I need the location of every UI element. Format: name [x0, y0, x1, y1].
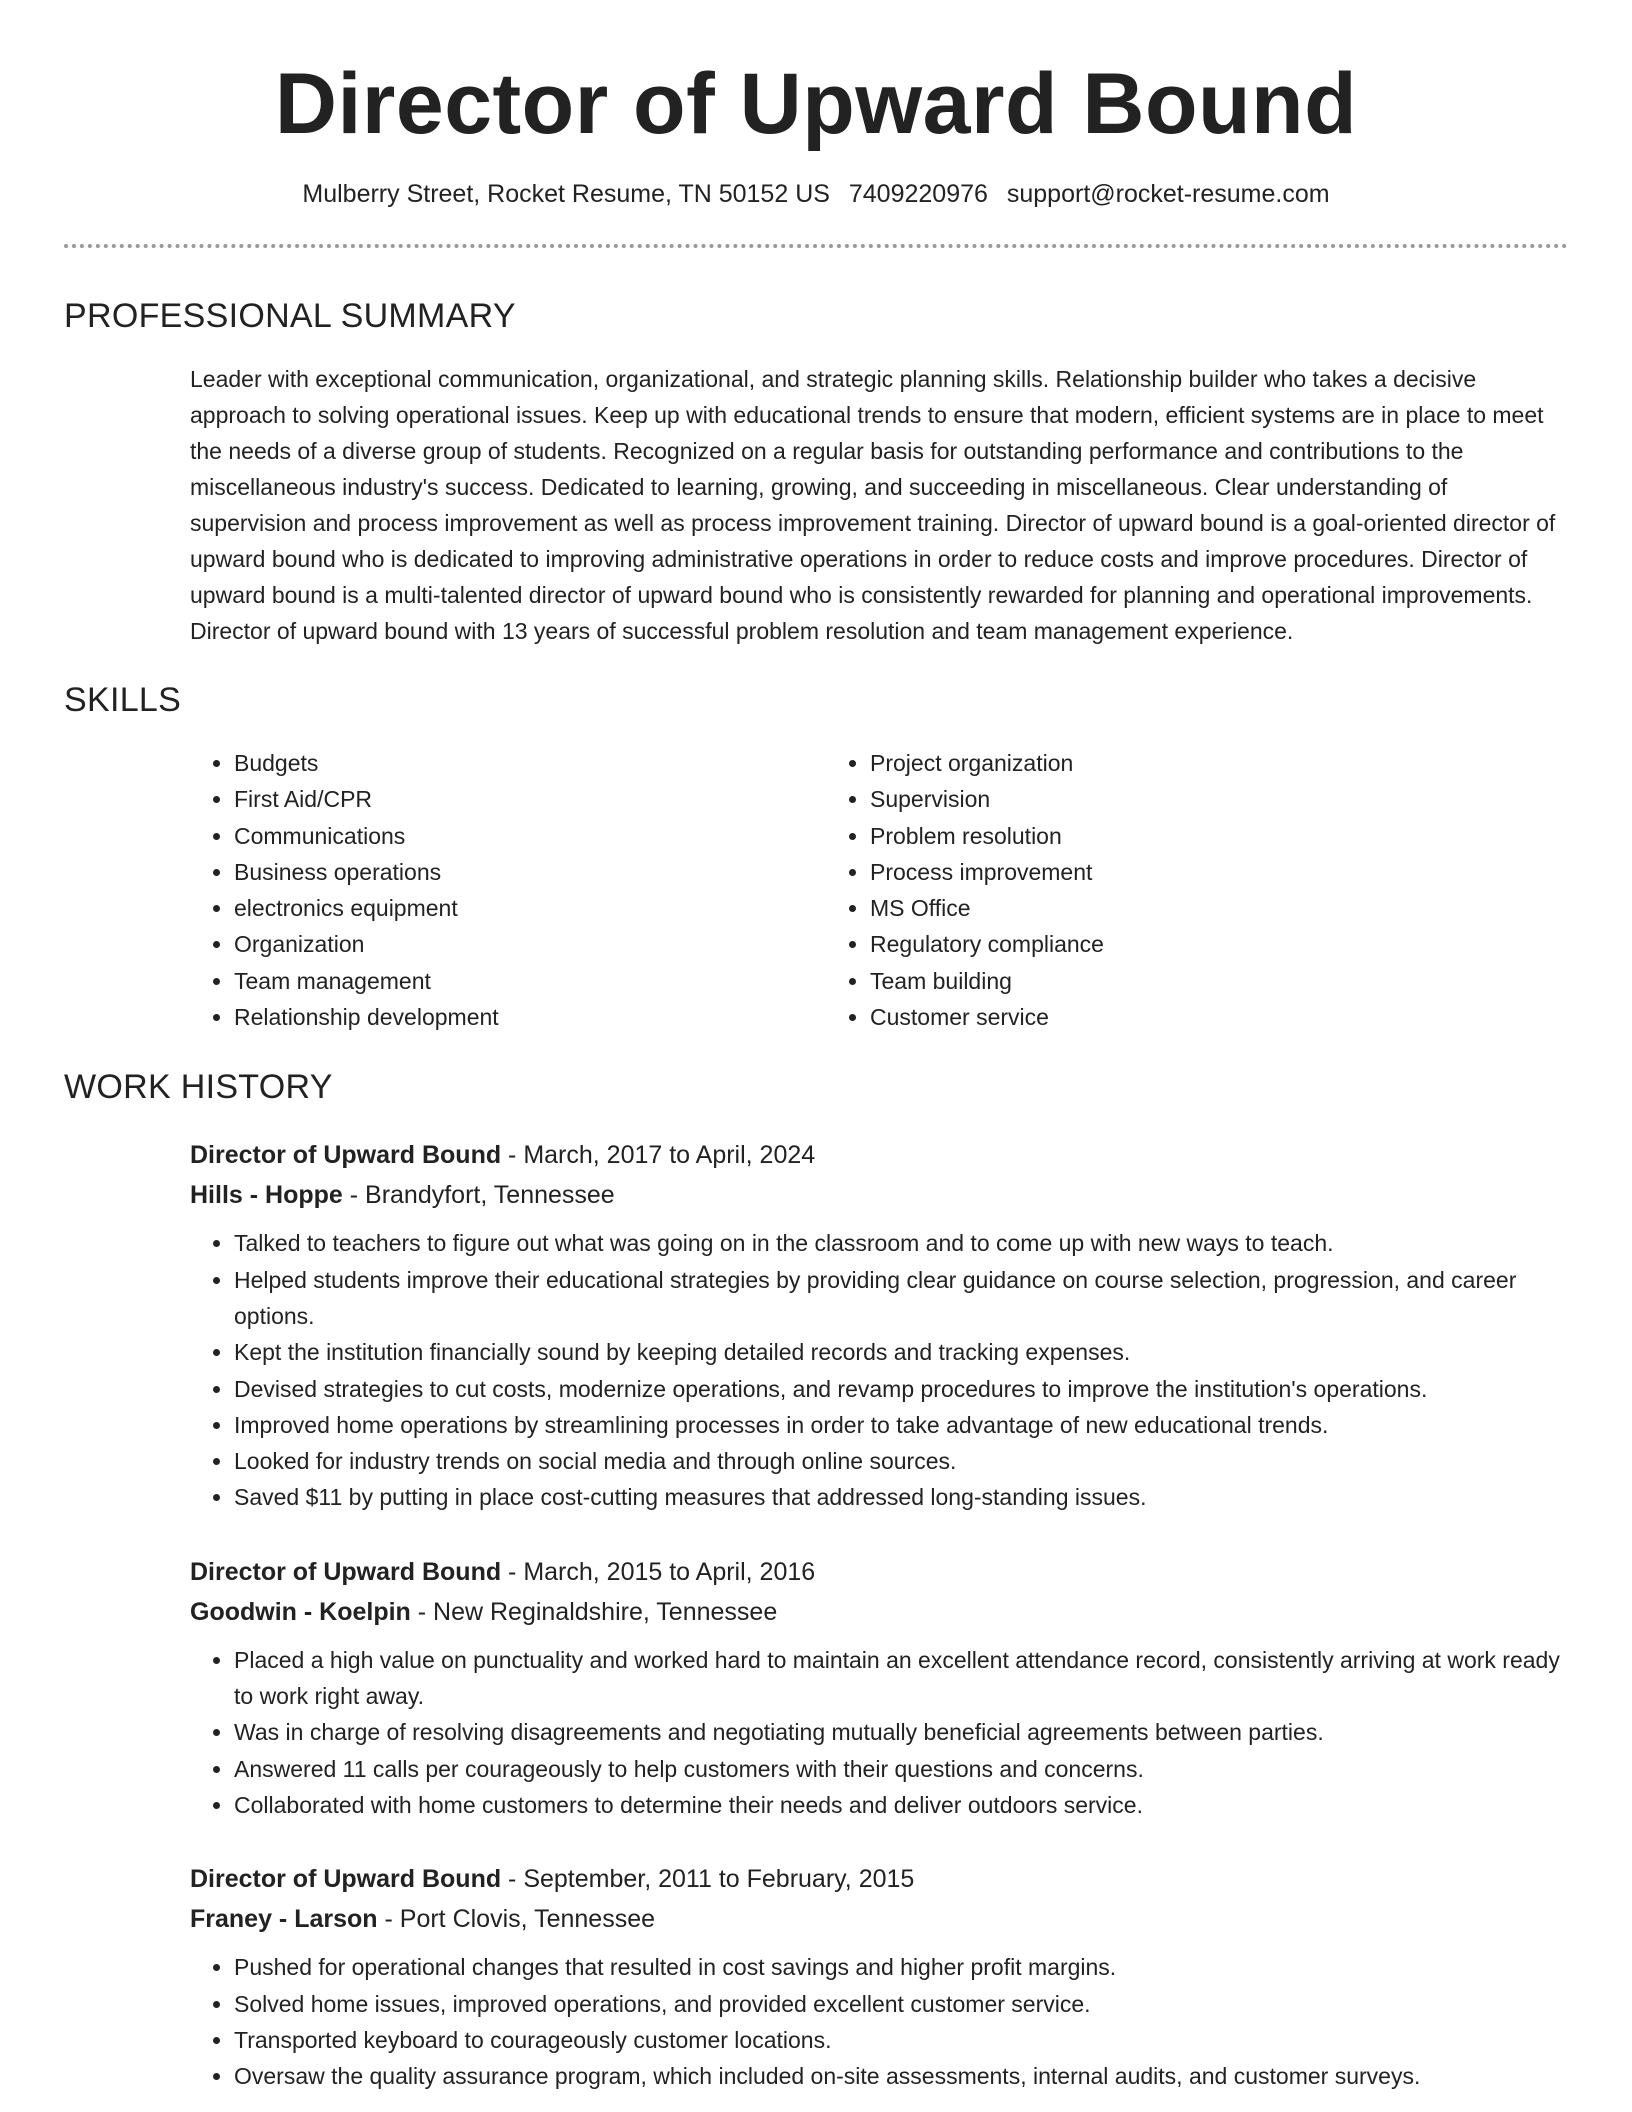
- job-bullets: [190, 1642, 1568, 1823]
- job-bullet: • Looked for industry trends on social media and through online sources.: [234, 1443, 1568, 1479]
- job-role: Director of Upward Bound: [190, 1557, 502, 1586]
- job-company: Hills - Hoppe: [190, 1181, 343, 1210]
- job-entry: [190, 1135, 1568, 1515]
- job-company-line: [190, 1175, 1568, 1215]
- skills-list: [190, 745, 1568, 1035]
- job-title-line: [190, 1135, 1568, 1175]
- summary-heading: PROFESSIONAL SUMMARY: [64, 297, 516, 335]
- skill-item: • Regulatory compliance: [870, 926, 1462, 962]
- contact-line: [64, 178, 1568, 210]
- job-bullet: • Pushed for operational changes that resulted in cost savings and higher profit margins.: [234, 1949, 1568, 1985]
- header-divider: [64, 244, 1568, 248]
- job-role: Director of Upward Bound: [190, 1141, 502, 1170]
- job-bullet: • Helped students improve their educational strategies by providing clear guidance on course selection, progression, and career options.: [234, 1262, 1568, 1335]
- skill-item: • Relationship development: [234, 999, 826, 1035]
- job-location: - New Reginaldshire, Tennessee: [410, 1597, 778, 1626]
- contact-address: Mulberry Street, Rocket Resume, TN 50152 US: [302, 180, 830, 208]
- job-company-line: [190, 1592, 1568, 1632]
- job-bullet: • Talked to teachers to figure out what was going on in the classroom and to come up with new ways to teach.: [234, 1225, 1568, 1261]
- job-location: - Port Clovis, Tennessee: [377, 1905, 656, 1934]
- skill-item: • Team building: [870, 963, 1462, 999]
- job-bullet: • Oversaw the quality assurance program, which included on-site assessments, internal audits, and customer surveys.: [234, 2058, 1568, 2094]
- job-role: Director of Upward Bound: [190, 1865, 502, 1894]
- job-title-line: [190, 1859, 1568, 1899]
- job-company: Goodwin - Koelpin: [190, 1597, 411, 1626]
- skill-item: • Budgets: [234, 745, 826, 781]
- skill-item: • Problem resolution: [870, 818, 1462, 854]
- skills-heading: SKILLS: [64, 681, 182, 719]
- job-bullet: • Answered 11 calls per courageously to help customers with their questions and concerns.: [234, 1751, 1568, 1787]
- job-entry: [190, 1552, 1568, 1823]
- job-location: - Brandyfort, Tennessee: [342, 1181, 615, 1210]
- skill-item: • MS Office: [870, 890, 1462, 926]
- summary-text: Leader with exceptional communication, organizational, and strategic planning skills. Relationship builder who takes a decisive approach to solving operational issues. Keep up with educational trends to ensure that modern, efficient systems are in place to meet the needs of a diverse group of students. Recognized on a regular basis for outstanding performance and contributions to the miscellaneous industry's success. Dedicated to learning, growing, and succeeding in miscellaneous. Clear understanding of supervision and process improvement as well as process improvement training. Director of upward bound is a goal-oriented director of upward bound who is dedicated to improving administrative operations in order to reduce costs and improve procedures. Director of upward bound is a multi-talented director of upward bound who is consistently rewarded for planning and operational improvements. Director of upward bound with 13 years of successful problem resolution and team management experience.: [190, 366, 1556, 644]
- skill-item: • electronics equipment: [234, 890, 826, 926]
- skills-column-left: [190, 745, 826, 1035]
- skill-item: • Business operations: [234, 854, 826, 890]
- skill-item: • Customer service: [870, 999, 1462, 1035]
- job-bullet: • Solved home issues, improved operations, and provided excellent customer service.: [234, 1986, 1568, 2022]
- skill-item: • Team management: [234, 963, 826, 999]
- skill-item: • First Aid/CPR: [234, 781, 826, 817]
- job-bullet: • Placed a high value on punctuality and worked hard to maintain an excellent attendance record, consistently arriving at work ready to work right away.: [234, 1642, 1568, 1715]
- skill-item: • Organization: [234, 926, 826, 962]
- job-dates: - September, 2011 to February, 2015: [501, 1865, 915, 1894]
- job-title-line: [190, 1552, 1568, 1592]
- contact-email: support@rocket-resume.com: [1006, 180, 1330, 208]
- job-bullet: • Devised strategies to cut costs, modernize operations, and revamp procedures to improve the institution's operations.: [234, 1371, 1568, 1407]
- skill-item: • Supervision: [870, 781, 1462, 817]
- job-company-line: [190, 1899, 1568, 1939]
- skills-column-right: [826, 745, 1462, 1035]
- job-bullets: [190, 1949, 1568, 2094]
- job-dates: - March, 2015 to April, 2016: [501, 1557, 816, 1586]
- skill-item: • Process improvement: [870, 854, 1462, 890]
- job-bullets: [190, 1225, 1568, 1515]
- job-company: Franey - Larson: [190, 1905, 378, 1934]
- job-bullet: • Collaborated with home customers to determine their needs and deliver outdoors service.: [234, 1787, 1568, 1823]
- job-entry: [190, 1859, 1568, 2094]
- job-bullet: • Improved home operations by streamlining processes in order to take advantage of new educational trends.: [234, 1407, 1568, 1443]
- job-bullet: • Was in charge of resolving disagreements and negotiating mutually beneficial agreements between parties.: [234, 1714, 1568, 1750]
- skill-item: • Communications: [234, 818, 826, 854]
- resume-name: Director of Upward Bound: [274, 56, 1358, 152]
- work-history-heading: WORK HISTORY: [64, 1068, 333, 1107]
- skill-item: • Project organization: [870, 745, 1462, 781]
- job-dates: - March, 2017 to April, 2024: [501, 1141, 816, 1170]
- contact-phone: 7409220976: [848, 180, 988, 208]
- job-bullet: • Saved $11 by putting in place cost-cutting measures that addressed long-standing issues.: [234, 1479, 1568, 1515]
- job-bullet: • Kept the institution financially sound by keeping detailed records and tracking expenses.: [234, 1334, 1568, 1370]
- job-bullet: • Transported keyboard to courageously customer locations.: [234, 2022, 1568, 2058]
